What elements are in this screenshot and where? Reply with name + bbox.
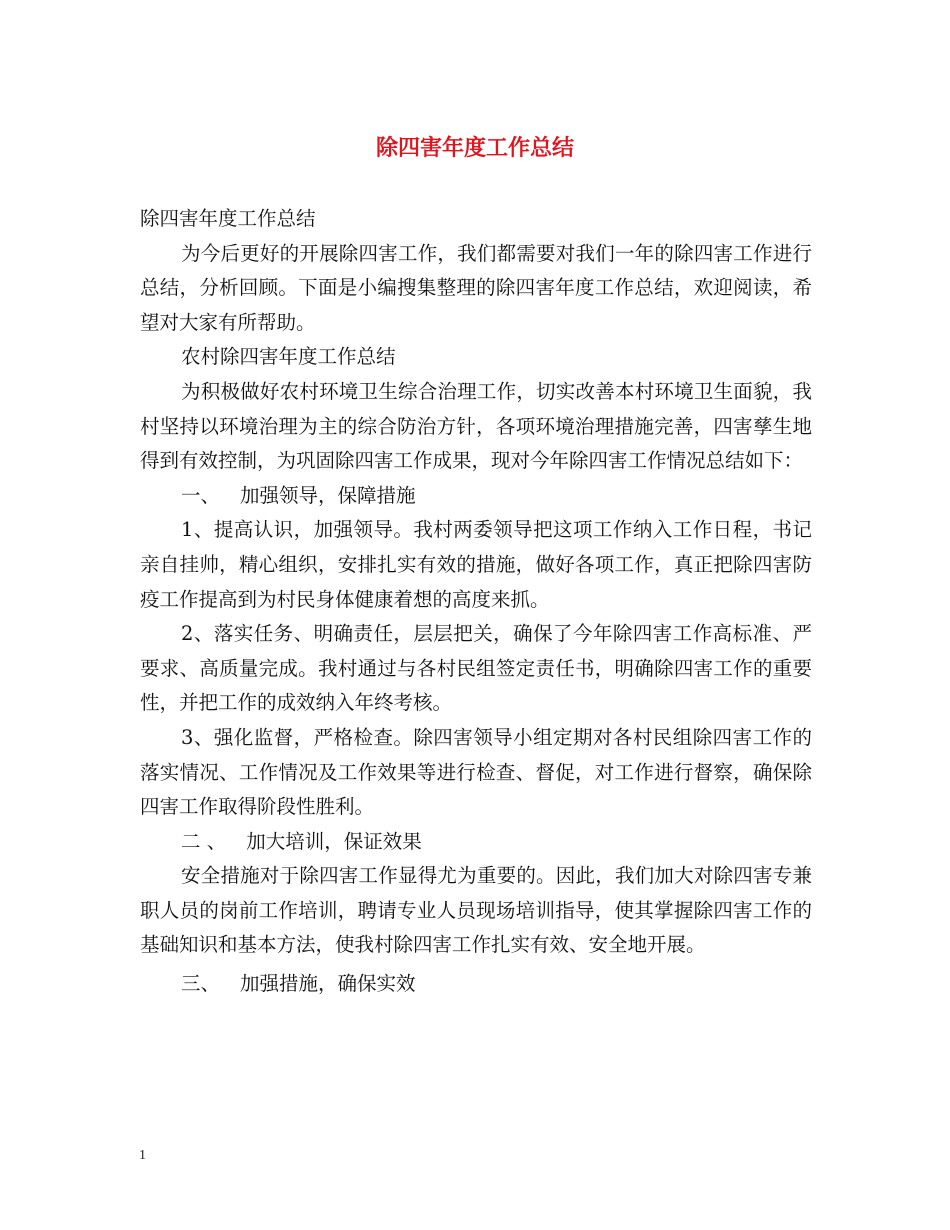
section-number-2: 二 、: [181, 829, 227, 853]
section-title-2: 加大培训，保证效果: [246, 829, 422, 853]
section-title-3: 加强措施，确保实效: [240, 972, 416, 996]
body-heading: 除四害年度工作总结: [140, 207, 316, 230]
section-number-1: 一、: [181, 483, 221, 507]
section-heading-2: [140, 825, 812, 860]
training-paragraph: 安全措施对于除四害工作显得尤为重要的。因此，我们加大对除四害专兼职人员的岗前工作培训，聘请专业人员现场培训指导，使其掌握除四害工作的基础知识和基本方法，使我村除四害工作扎实有效、安全地开展。: [140, 864, 812, 957]
section-title-1: 加强领导，保障措施: [240, 483, 416, 507]
section-heading-1: [140, 479, 812, 514]
section-heading-3: [140, 967, 812, 1002]
document-title: 除四害年度工作总结: [375, 135, 574, 161]
document-body: [140, 202, 812, 1002]
section-number-3: 三、: [181, 972, 221, 996]
item-paragraph-3: 3、强化监督，严格检查。除四害领导小组定期对各村民组除四害工作的落实情况、工作情况及工作效果等进行检查、督促，对工作进行督察，确保除四害工作取得阶段性胜利。: [140, 725, 812, 819]
intro-paragraph: 为今后更好的开展除四害工作，我们都需要对我们一年的除四害工作进行总结，分析回顾。下面是小编搜集整理的除四害年度工作总结，欢迎阅读，希望对大家有所帮助。: [140, 241, 812, 334]
page-number: 1: [139, 1148, 146, 1163]
subtitle-paragraph: 农村除四害年度工作总结: [181, 345, 396, 369]
item-paragraph-1: 1、提高认识，加强领导。我村两委领导把这项工作纳入工作日程，书记亲自挂帅，精心组织，安排扎实有效的措施，做好各项工作，真正把除四害防疫工作提高到为村民身体健康着想的高度来抓。: [140, 518, 812, 611]
overview-paragraph: 为积极做好农村环境卫生综合治理工作，切实改善本村环境卫生面貌，我村坚持以环境治理为主的综合防治方针，各项环境治理措施完善，四害孳生地得到有效控制，为巩固除四害工作成果，现对今年除四害工作情况总结如下：: [140, 379, 812, 473]
item-paragraph-2: 2、落实任务、明确责任，层层把关，确保了今年除四害工作高标准、严要求、高质量完成。我村通过与各村民组签定责任书，明确除四害工作的重要性，并把工作的成效纳入年终考核。: [140, 622, 812, 715]
